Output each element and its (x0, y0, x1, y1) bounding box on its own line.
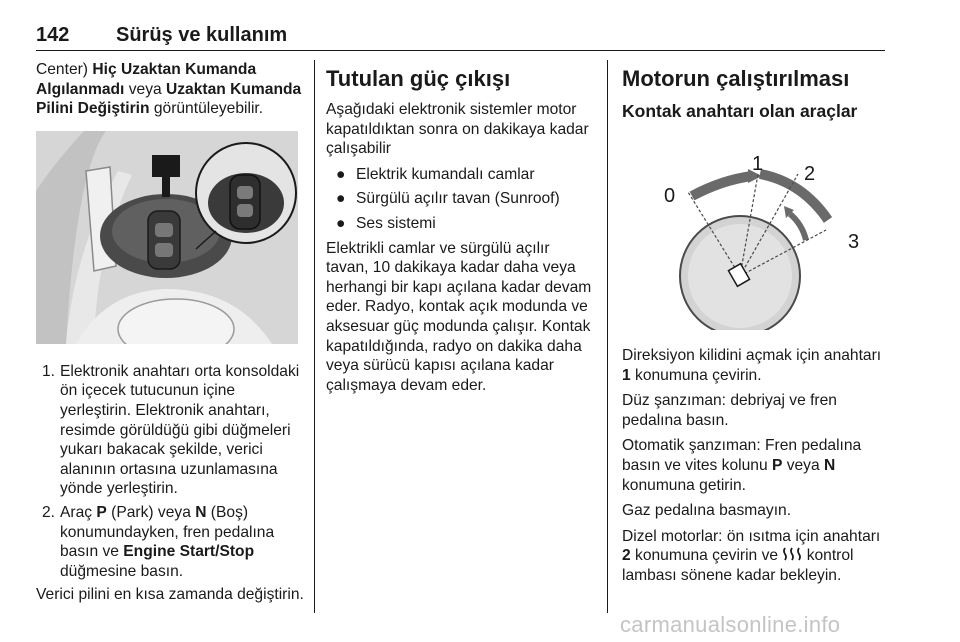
instruction-paragraph: Dizel motorlar: ön ısıtma için anahtarı 2 konumuna çevirin ve kontrol lambası sönene kadar bekleyin. (622, 527, 881, 584)
column-divider (314, 60, 315, 613)
ignition-positions-diagram (622, 152, 884, 330)
step-item: 1. Elektronik anahtarı orta konsoldaki ön içecek tutucunun içine yerleştirin. Elektronik anahtarı, resimde görüldüğü gibi düğmeleri yukarı bakacak şekilde, verici alanının ortasına uzunlamasına yönde yerleştirin. (42, 362, 300, 498)
bullet-item: ● Elektrik kumandalı camlar (336, 165, 535, 183)
section-heading: Motorun çalıştırılması (622, 66, 850, 91)
bullet-list (326, 165, 596, 234)
column-divider (607, 60, 608, 613)
ignition-label-0: 0 (664, 185, 676, 207)
instruction-steps (36, 362, 306, 582)
page-header (36, 24, 885, 51)
intro-paragraph: Center) Hiç Uzaktan Kumanda Algılanmadı veya Uzaktan Kumanda Pilini Değiştirin görüntüleyebilir. (36, 61, 302, 118)
chapter-title: Sürüş ve kullanım (116, 24, 288, 46)
bullet-item: ● Sürgülü açılır tavan (Sunroof) (336, 190, 560, 208)
ignition-label-3: 3 (848, 231, 860, 253)
ignition-label-1: 1 (752, 153, 764, 175)
column-left (36, 60, 306, 611)
column-middle (326, 60, 596, 401)
ignition-label-2: 2 (804, 163, 816, 185)
closing-paragraph: Verici pilini en kısa zamanda değiştirin. (36, 586, 304, 604)
instruction-paragraph: Gaz pedalına basmayın. (622, 502, 792, 520)
column-right (622, 60, 888, 592)
instruction-paragraph: Otomatik şanzıman: Fren pedalına basın ve vites kolunu P veya N konumuna getirin. (622, 437, 862, 494)
section-body: Elektrikli camlar ve sürgülü açılır tavan, 10 dakikaya kadar daha veya herhangi bir kapı açılana kadar devam eder. Radyo, kontak açık modunda ve aksesuar güç modunda çalışır. Kontak kapatıldığında, radyo on dakika daha veya sürücü kapısı açılana kadar çalışmaya devam eder. (326, 239, 592, 394)
watermark: carmanualsonline.info (620, 612, 841, 637)
section-subheading: Kontak anahtarı olan araçlar (622, 101, 858, 121)
step-item: 2. Araç P (Park) veya N (Boş) konumundayken, fren pedalına basın ve Engine Start/Stop düğmesine basın. (42, 503, 275, 580)
section-heading: Tutulan güç çıkışı (326, 66, 511, 91)
page-number: 142 (36, 24, 70, 46)
section-intro: Aşağıdaki elektronik sistemler motor kapatıldıktan sonra on dakikaya kadar çalışabilir (326, 101, 589, 158)
bullet-item: ● Ses sistemi (336, 214, 436, 232)
key-console-illustration (36, 131, 298, 344)
instruction-paragraph: Düz şanzıman: debriyaj ve fren pedalına basın. (622, 392, 837, 429)
instruction-paragraph: Direksiyon kilidini açmak için anahtarı 1 konumuna çevirin. (622, 347, 882, 384)
preheat-coil-icon (782, 547, 802, 561)
